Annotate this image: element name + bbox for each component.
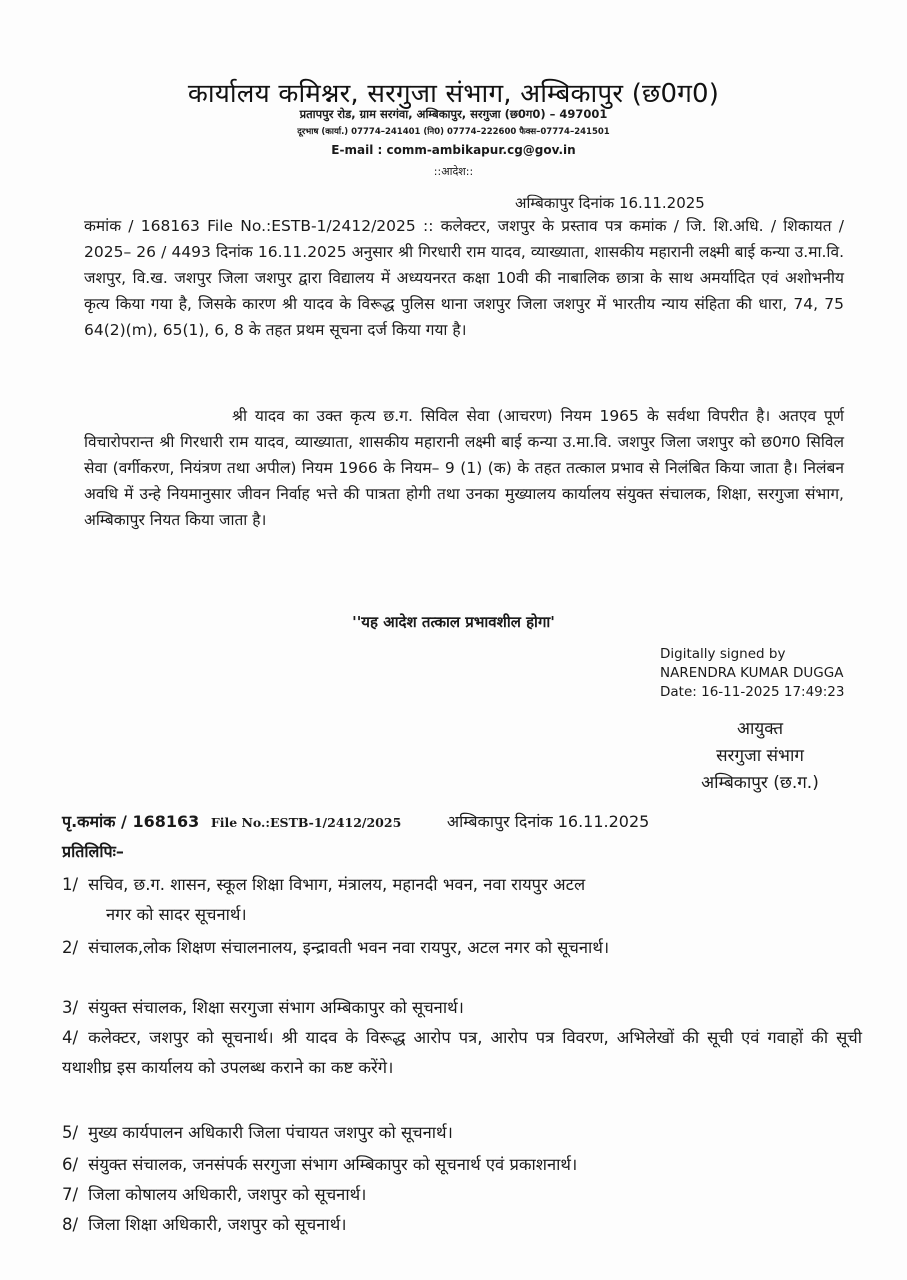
designation-line: अम्बिकापुर (छ.ग.)	[701, 773, 819, 793]
copy-item-continuation: नगर को सादर सूचनार्थ।	[106, 905, 247, 924]
order-paragraph-2: श्री यादव का उक्त कृत्य छ.ग. सिविल सेवा (आचरण) नियम 1965 के सर्वथा विपरीत है। अतएव पूर्ण विचारोपरान्त श्री गिरधारी राम यादव, व्याख्याता, शासकीय महारानी लक्ष्मी बाई कन्या उ.मा.वि. जशपुर जिला जशपुर को छ0ग0 सिविल सेवा (वर्गीकरण, नियंत्रण तथा अपील) नियम 1966 के नियम– 9 (1) (क) के तहत तत्काल प्रभाव से निलंबित किया जाता है। निलंबन अवधि में उन्हे नियमानुसार जीवन निर्वाह भत्ते की पात्रता होगी तथा उनका मुख्यालय कार्यालय संयुक्त संचालक, शिक्षा, सरगुजा संभाग, अम्बिकापुर नियत किया जाता है।	[84, 407, 844, 529]
office-address: प्रतापपुर रोड, ग्राम सरगंवा, अम्बिकापुर, सरगुजा (छ0ग0) – 497001	[299, 107, 608, 121]
copy-item-text: मुख्य कार्यपालन अधिकारी जिला पंचायत जशपुर को सूचनार्थ।	[88, 1123, 453, 1142]
copy-list-item	[62, 1180, 862, 1210]
copy-list-item	[62, 1118, 862, 1148]
office-phone: दूरभाष (कार्या.) 07774–241401 (नि0) 07774–222600 फैक्स–07774–241501	[297, 127, 610, 137]
copy-reference	[62, 810, 649, 832]
copy-item-number: 6/	[62, 1155, 79, 1174]
copy-to-label: प्रतिलिपिः–	[62, 842, 124, 861]
effect-statement: ''यह आदेश तत्काल प्रभावशील होगा'	[352, 613, 555, 631]
copy-list-item	[62, 933, 862, 963]
copy-list-item	[62, 1210, 862, 1240]
copy-item-text: संचालक,लोक शिक्षण संचालनालय, इन्द्रावती भवन नवा रायपुर, अटल नगर को सूचनार्थ।	[88, 938, 610, 957]
copy-list-item	[62, 1150, 862, 1180]
copy-item-text: कलेक्टर, जशपुर को सूचनार्थ। श्री यादव के विरूद्ध आरोप पत्र, आरोप पत्र विवरण, अभिलेखों की सूची एवं गवाहों की सूची यथाशीघ्र इस कार्यालय को उपलब्ध कराने का कष्ट करेंगे।	[62, 1028, 862, 1077]
copy-file-number: File No.:ESTB-1/2412/2025	[210, 815, 402, 830]
designation-line: सरगुजा संभाग	[716, 746, 804, 766]
copy-item-number: 4/	[62, 1028, 79, 1047]
copy-list-item	[62, 1023, 862, 1083]
copy-list-item	[62, 993, 862, 1023]
copy-item-text: संयुक्त संचालक, शिक्षा सरगुजा संभाग अम्बिकापुर को सूचनार्थ।	[88, 998, 464, 1017]
copy-item-text: जिला कोषालय अधिकारी, जशपुर को सूचनार्थ।	[88, 1185, 367, 1204]
copy-item-number: 5/	[62, 1123, 79, 1142]
signature-name: NARENDRA KUMAR DUGGA	[660, 665, 844, 681]
office-email: E-mail : comm-ambikapur.cg@gov.in	[331, 143, 576, 157]
copy-item-text: सचिव, छ.ग. शासन, स्कूल शिक्षा विभाग, मंत्रालय, महानदी भवन, नवा रायपुर अटल	[88, 875, 586, 894]
signatory-designation	[650, 716, 870, 797]
copy-ref-number: पृ.कमांक / 168163	[62, 812, 200, 831]
copy-item-text: संयुक्त संचालक, जनसंपर्क सरगुजा संभाग अम्बिकापुर को सूचनार्थ एवं प्रकाशनार्थ।	[88, 1155, 578, 1174]
copy-place-date: अम्बिकापुर दिनांक 16.11.2025	[446, 812, 650, 831]
designation-line: आयुक्त	[736, 719, 784, 739]
copy-item-number: 8/	[62, 1215, 79, 1234]
digital-signature	[660, 645, 845, 702]
order-place-date: अम्बिकापुर दिनांक 16.11.2025	[515, 194, 705, 212]
order-paragraph-1: कमांक / 168163 File No.:ESTB-1/2412/2025 :: कलेक्टर, जशपुर के प्रस्ताव पत्र कमांक / जि. शि.अधि. / शिकायत / 2025– 26 / 4493 दिनांक 16.11.2025 अनुसार श्री गिरधारी राम यादव, व्याख्याता, शासकीय महारानी लक्ष्मी बाई कन्या उ.मा.वि. जशपुर, वि.ख. जशपुर जिला जशपुर द्वारा विद्यालय में अध्ययनरत कक्षा 10वी की नाबालिक छात्रा के साथ अमर्यादित एवं अशोभनीय कृत्य किया गया है, जिसके कारण श्री यादव के विरूद्ध पुलिस थाना जशपुर जिला जशपुर में भारतीय न्याय संहिता की धारा, 74, 75 64(2)(m), 65(1), 6, 8 के तहत प्रथम सूचना दर्ज किया गया है।	[84, 217, 844, 339]
copy-item-number: 3/	[62, 998, 79, 1017]
copy-item-number: 2/	[62, 938, 79, 957]
order-heading: ::आदेश::	[433, 165, 474, 178]
copy-list-item	[62, 870, 862, 930]
copy-item-number: 1/	[62, 875, 79, 894]
signature-line-1: Digitally signed by	[660, 646, 786, 662]
office-title: कार्यालय कमिश्नर, सरगुजा संभाग, अम्बिकापुर (छ0ग0)	[187, 79, 720, 109]
signature-date: Date: 16-11-2025 17:49:23	[660, 684, 845, 700]
copy-item-number: 7/	[62, 1185, 79, 1204]
copy-item-text: जिला शिक्षा अधिकारी, जशपुर को सूचनार्थ।	[88, 1215, 347, 1234]
